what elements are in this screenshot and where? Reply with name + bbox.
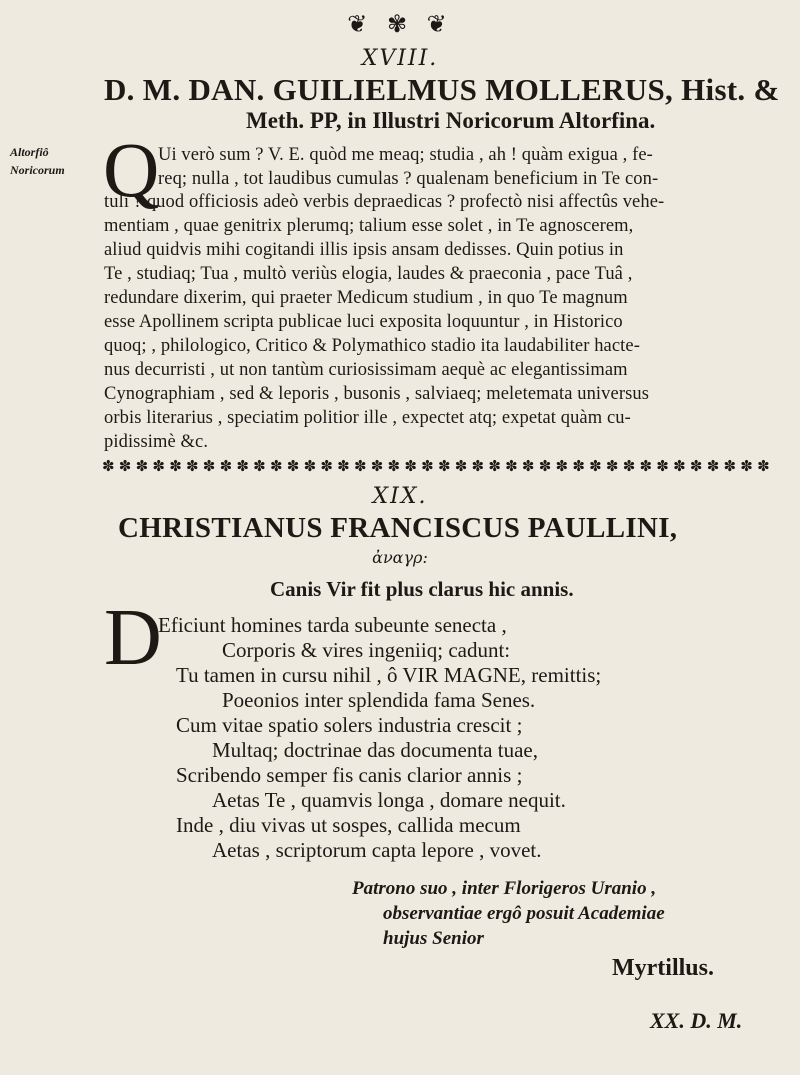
divider-ornament: ✽ <box>202 456 216 475</box>
heading-moller-line2: Meth. PP, in Illustri Noricorum Altorfina. <box>246 108 656 133</box>
verse-line: Aetas Te , quamvis longa , domare nequit. <box>212 788 566 812</box>
heading-moller-line1: D. M. DAN. GUILIELMUS MOLLERUS, Hist. & <box>104 72 780 107</box>
dedication-line: Patrono suo , inter Florigeros Uranio , <box>352 878 657 899</box>
text-line: pidissimè &c. <box>104 432 209 452</box>
divider-ornament: ✽ <box>639 456 653 475</box>
divider-ornament: ✽ <box>706 456 720 475</box>
divider-ornament: ✽ <box>236 456 249 475</box>
section-number-19: XIX. <box>372 484 428 509</box>
text-line: tuli ? quod officiosis adeò verbis depraedicas ? profectò nisi affectûs vehe- <box>104 192 665 212</box>
verse-line: Cum vitae spatio solers industria crescit ; <box>176 713 523 737</box>
verse-line: Aetas , scriptorum capta lepore , vovet. <box>212 838 542 862</box>
text-line: req; nulla , tot laudibus cumulas ? qualenam beneficium in Te con- <box>158 169 659 189</box>
divider-ornament: ✽ <box>471 456 485 475</box>
header-ornament: ❦ ✾ ❦ <box>347 10 453 38</box>
verse-line: Tu tamen in cursu nihil , ô VIR MAGNE, remittis; <box>176 663 602 687</box>
heading-paullini: CHRISTIANUS FRANCISCUS PAULLINI, <box>118 512 678 544</box>
divider-ornament: ✽ <box>219 456 233 475</box>
text-line: orbis literarius , speciatim politior ille , expectet atq; expetat quàm cu- <box>104 408 631 428</box>
divider-ornament: ✽ <box>152 456 165 475</box>
divider-ornament: ✽ <box>656 456 669 475</box>
divider-ornament: ✽ <box>404 456 417 475</box>
divider-ornament: ✽ <box>303 456 317 475</box>
verse-line: Scribendo semper fis canis clarior annis ; <box>176 763 523 787</box>
divider-ornament: ✽ <box>689 456 703 475</box>
signature-myrtillus: Myrtillus. <box>612 955 714 981</box>
catchword: XX. D. M. <box>650 1008 743 1033</box>
divider-ornament: ✽ <box>118 456 132 475</box>
dropcap-d: D <box>104 594 162 682</box>
text-line: Ui verò sum ? V. E. quòd me meaq; studia , ah ! quàm exigua , fe- <box>158 145 653 165</box>
text-line: quoq; , philologico, Critico & Polymathico stadio ita laudabiliter hacte- <box>104 336 640 356</box>
text-line: mentiam , quae genitrix plerumq; talium esse solet , in Te agnoscerem, <box>104 216 634 236</box>
dropcap-q: Q <box>103 126 160 213</box>
margin-note <box>10 143 65 179</box>
dedication-line: observantiae ergô posuit Academiae <box>383 903 665 924</box>
divider-ornament: ✽ <box>437 456 451 475</box>
divider-ornament: ✽ <box>269 456 283 475</box>
section-number-18: XVIII. <box>361 46 439 71</box>
verse-line: Corporis & vires ingeniiq; cadunt: <box>222 638 511 662</box>
anagram-label: ἀναγρ: <box>372 548 428 567</box>
text-line: esse Apollinem scripta publicae luci exposita loquuntur , in Historico <box>104 312 623 332</box>
divider-ornament: ✽ <box>454 456 468 475</box>
anagram-line: Canis Vir fit plus clarus hic annis. <box>270 577 574 601</box>
text-line: Te , studiaq; Tua , multò veriùs elogia, laudes & praeconia , pace Tuâ , <box>104 264 633 284</box>
margin-note-line1: Altorfiô <box>10 145 49 159</box>
divider-ornament: ✽ <box>505 456 518 475</box>
text-line: Cynographiam , sed & leporis , busonis , salviaeq; meletemata universus <box>104 384 650 404</box>
divider-ornament: ✽ <box>387 456 401 475</box>
divider-ornament: ✽ <box>757 456 770 475</box>
text-line: nus decurristi , ut non tantùm curiosissimam aequè ac elegantissimam <box>104 360 628 380</box>
divider-ornament: ✽ <box>605 456 619 475</box>
text-line: aliud quidvis mihi cogitandi illis ipsis ansam dedisses. Quin potius in <box>104 240 624 260</box>
divider-ornament: ✽ <box>135 456 149 475</box>
divider-ornament: ✽ <box>320 456 333 475</box>
dedication-line: hujus Senior <box>383 928 484 949</box>
divider-ornament: ✽ <box>370 456 384 475</box>
divider-ornament: ✽ <box>286 456 300 475</box>
divider-ornament: ✽ <box>673 456 686 475</box>
verse-line: Poeonios inter splendida fama Senes. <box>222 688 536 712</box>
divider-ornament: ✽ <box>185 456 199 475</box>
divider-ornament: ✽ <box>169 456 182 475</box>
ornamental-divider <box>102 455 770 477</box>
divider-ornament: ✽ <box>538 456 552 475</box>
text-line: redundare dixerim, qui praeter Medicum studium , in quo Te magnum <box>104 288 628 308</box>
divider-ornament: ✽ <box>353 456 367 475</box>
divider-ornament: ✽ <box>521 456 535 475</box>
divider-ornament: ✽ <box>337 456 350 475</box>
divider-ornament: ✽ <box>421 456 434 475</box>
verse-line: Inde , diu vivas ut sospes, callida mecum <box>176 813 521 837</box>
divider-ornament: ✽ <box>740 456 753 475</box>
verse-line: Multaq; doctrinae das documenta tuae, <box>212 738 538 762</box>
divider-ornament: ✽ <box>102 456 115 475</box>
verse-line: Eficiunt homines tarda subeunte senecta , <box>158 613 507 637</box>
divider-ornament: ✽ <box>622 456 636 475</box>
divider-ornament: ✽ <box>488 456 501 475</box>
divider-ornament: ✽ <box>572 456 585 475</box>
divider-ornament: ✽ <box>555 456 569 475</box>
divider-ornament: ✽ <box>253 456 266 475</box>
divider-ornament: ✽ <box>723 456 737 475</box>
divider-ornament: ✽ <box>589 456 602 475</box>
margin-note-line2: Noricorum <box>10 163 65 177</box>
